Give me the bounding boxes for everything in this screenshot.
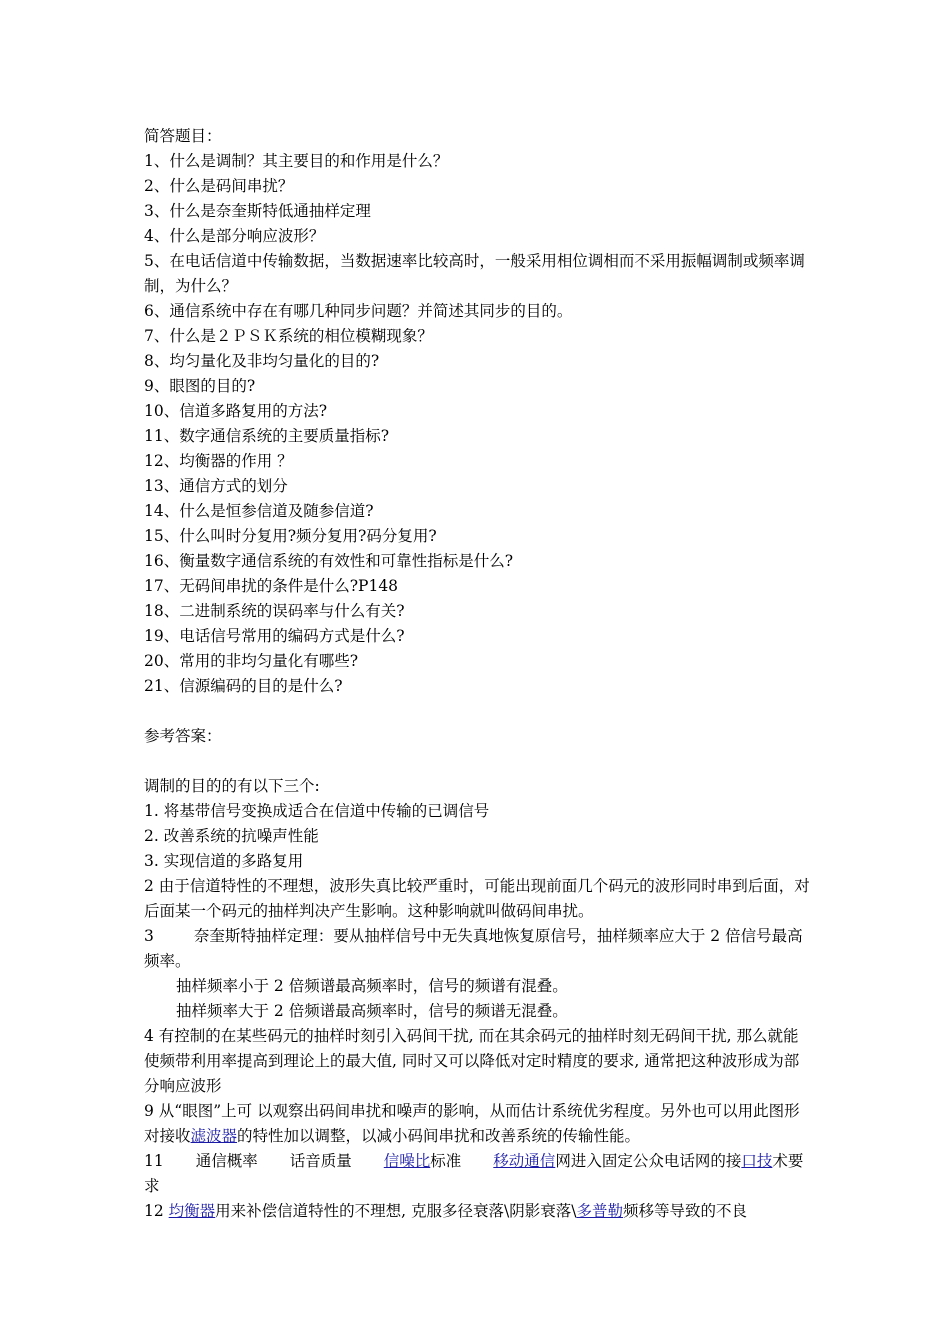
answer-11-text: 话音质量 bbox=[289, 1152, 352, 1170]
answer-3-sub: 抽样频率小于 2 倍频谱最高频率时，信号的频谱有混叠。 bbox=[176, 977, 568, 995]
question-item: 8、均匀量化及非均匀量化的目的? bbox=[144, 352, 380, 370]
question-item: 20、常用的非均匀量化有哪些? bbox=[144, 652, 359, 670]
spacer bbox=[144, 749, 810, 774]
questions-heading: 简答题目： bbox=[144, 127, 222, 145]
answer-1-item: 2. 改善系统的抗噪声性能 bbox=[144, 827, 319, 845]
question-item: 15、什么叫时分复用?频分复用?码分复用? bbox=[144, 527, 437, 545]
link-doppler[interactable]: 多普勒 bbox=[576, 1202, 623, 1220]
answers-heading: 参考答案： bbox=[144, 727, 222, 745]
answer-11-text: 通信概率 bbox=[195, 1152, 258, 1170]
answer-1-intro: 调制的目的的有以下三个: bbox=[144, 777, 320, 795]
answer-3-number: 3 bbox=[144, 927, 154, 945]
answer-11-text: 网进入固定公众电话网的接 bbox=[555, 1152, 742, 1170]
answer-12 bbox=[144, 1199, 810, 1224]
question-item: 5、在电话信道中传输数据，当数据速率比较高时，一般采用相位调相而不采用振幅调制或频率调制，为什么？ bbox=[144, 252, 805, 295]
link-filter[interactable]: 滤波器 bbox=[190, 1127, 238, 1145]
question-item: 18、二进制系统的误码率与什么有关? bbox=[144, 602, 405, 620]
question-item: 10、信道多路复用的方法? bbox=[144, 402, 328, 420]
question-item: 16、衡量数字通信系统的有效性和可靠性指标是什么? bbox=[144, 552, 514, 570]
question-item: 14、什么是恒参信道及随参信道? bbox=[144, 502, 374, 520]
question-item: 19、电话信号常用的编码方式是什么? bbox=[144, 627, 405, 645]
answer-1-item: 3. 实现信道的多路复用 bbox=[144, 852, 304, 870]
question-item: 21、信源编码的目的是什么? bbox=[144, 677, 343, 695]
answer-4: 4 有控制的在某些码元的抽样时刻引入码间干扰, 而在其余码元的抽样时刻无码间干扰, 那么就能使频带利用率提高到理论上的最大值, 同时又可以降低对定时精度的要求, 通常把这种波形成为部分响应波形 bbox=[144, 1027, 800, 1095]
answer-1-item: 1. 将基带信号变换成适合在信道中传输的已调信号 bbox=[144, 802, 490, 820]
question-item: 13、通信方式的划分 bbox=[144, 477, 288, 495]
link-snr[interactable]: 信噪比 bbox=[383, 1152, 431, 1170]
answer-3-text: 奈奎斯特抽样定理：要从抽样信号中无失真地恢复原信号，抽样频率应大于 2 倍信号最高频率。 bbox=[144, 927, 803, 970]
answer-11-text: 术要求 bbox=[144, 1152, 804, 1195]
answer-12-text: 频移等导致的不良 bbox=[623, 1202, 748, 1220]
question-item: 12、均衡器的作用 ？ bbox=[144, 452, 293, 470]
question-item: 2、什么是码间串扰？ bbox=[144, 177, 294, 195]
question-item: 3、什么是奈奎斯特低通抽样定理 bbox=[144, 202, 371, 220]
question-item: 6、通信系统中存在有哪几种同步问题？并简述其同步的目的。 bbox=[144, 302, 573, 320]
document-body bbox=[144, 124, 810, 1224]
answer-11 bbox=[144, 1149, 810, 1199]
answer-2: 2 由于信道特性的不理想，波形失真比较严重时，可能出现前面几个码元的波形同时串到后面，对后面某一个码元的抽样判决产生影响。这种影响就叫做码间串扰。 bbox=[144, 877, 810, 920]
answer-11-text: 标准 bbox=[430, 1152, 462, 1170]
answer-9-text: 9 从“眼图”上可 以观察出码间串扰和噪声的影响，从而估计系统优劣程度。另外也可以用此图形对接收 bbox=[144, 1102, 800, 1145]
answer-3-sub: 抽样频率大于 2 倍频谱最高频率时，信号的频谱无混叠。 bbox=[176, 1002, 568, 1020]
link-mobile-communication[interactable]: 移动通信 bbox=[493, 1152, 556, 1170]
question-item: 9、眼图的目的? bbox=[144, 377, 256, 395]
question-item: 11、数字通信系统的主要质量指标? bbox=[144, 427, 390, 445]
question-item: 1、什么是调制？其主要目的和作用是什么？ bbox=[144, 152, 449, 170]
answer-12-text: 用来补偿信道特性的不理想, 克服多径衰落\阴影衰落\ bbox=[215, 1202, 577, 1220]
answer-11-number: 11 bbox=[144, 1152, 164, 1170]
question-item: 4、什么是部分响应波形？ bbox=[144, 227, 325, 245]
answer-9-text: 的特性加以调整，以减小码间串扰和改善系统的传输性能。 bbox=[237, 1127, 641, 1145]
answer-12-number: 12 bbox=[144, 1202, 169, 1220]
question-item: 17、无码间串扰的条件是什么?P148 bbox=[144, 577, 399, 595]
answer-3 bbox=[144, 924, 810, 974]
answer-9 bbox=[144, 1099, 810, 1149]
link-equalizer[interactable]: 均衡器 bbox=[168, 1202, 216, 1220]
link-interface-tech[interactable]: 口技 bbox=[741, 1152, 773, 1170]
question-item: 7、什么是２ＰＳＫ系统的相位模糊现象？ bbox=[144, 327, 433, 345]
spacer bbox=[144, 699, 810, 724]
